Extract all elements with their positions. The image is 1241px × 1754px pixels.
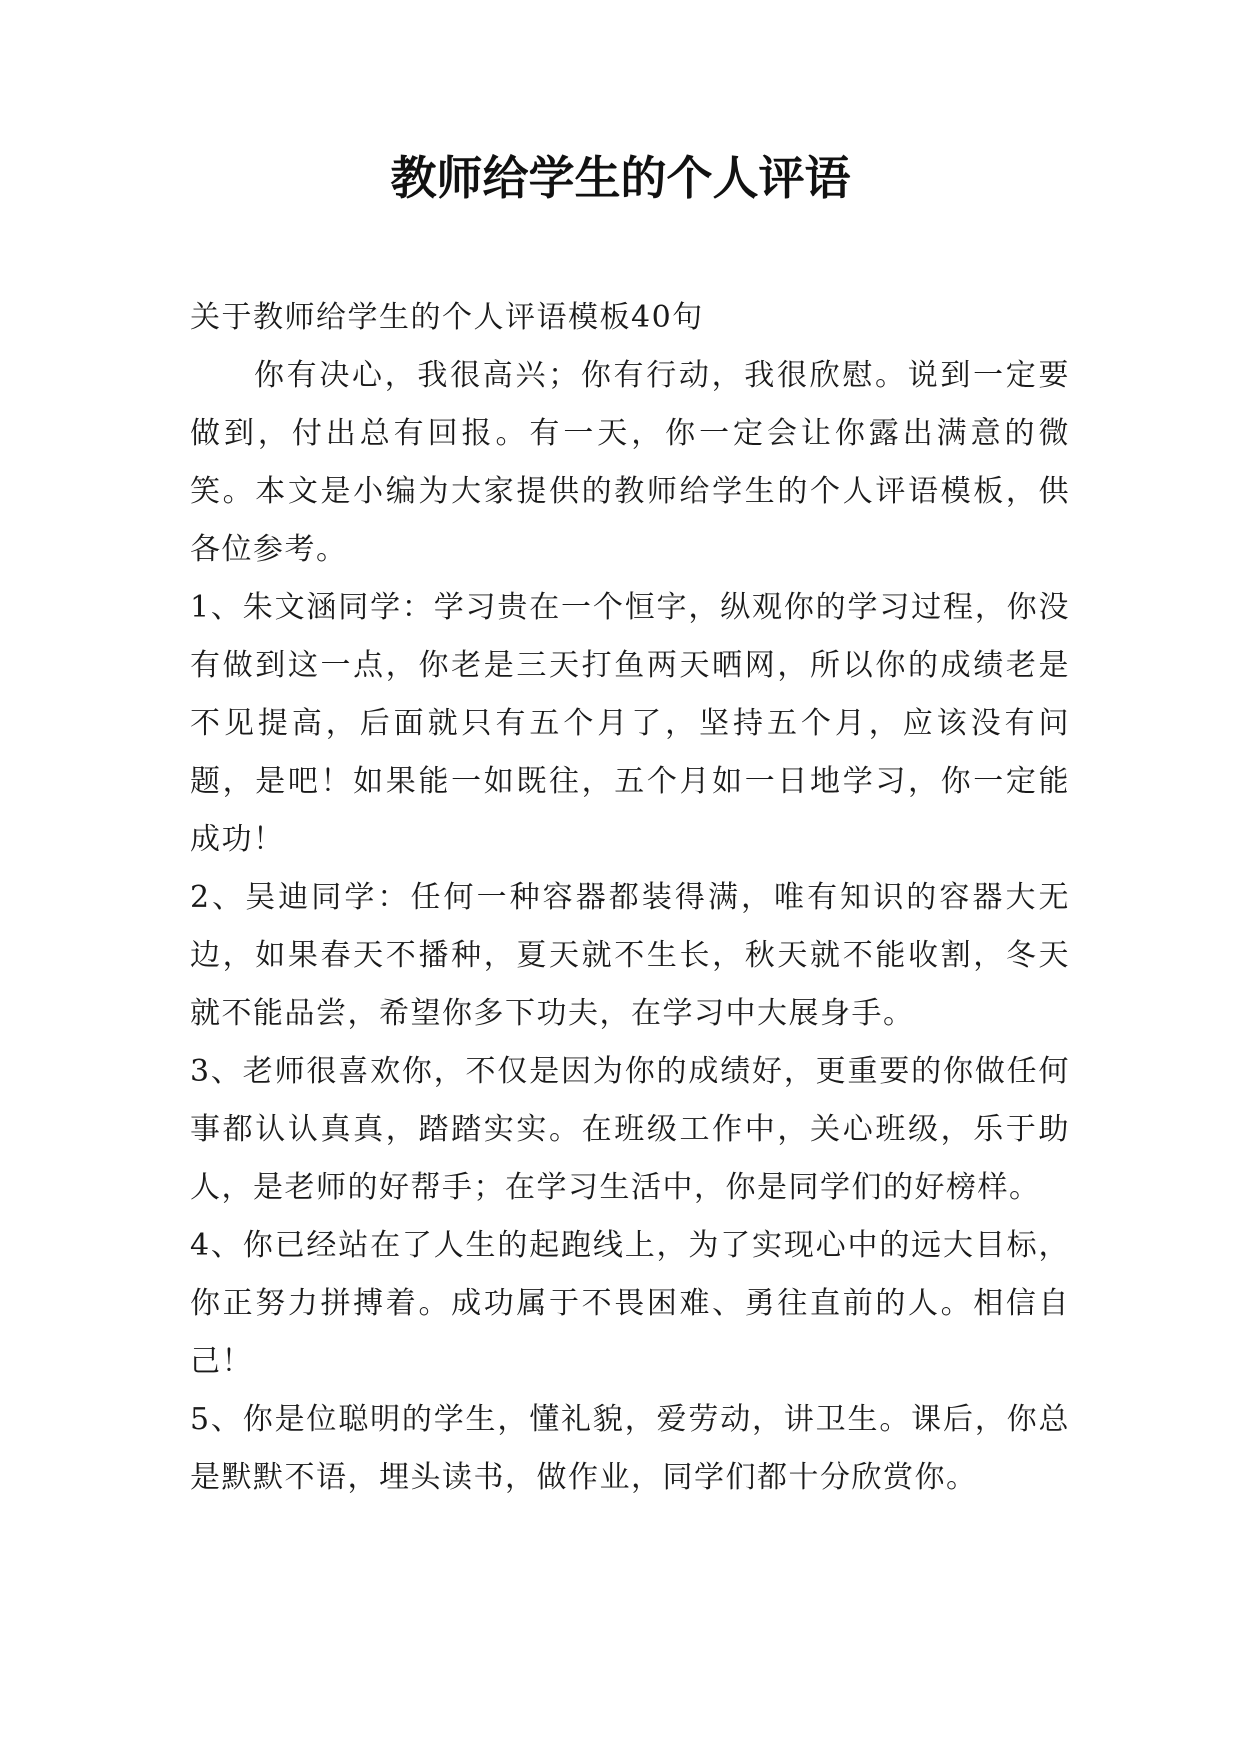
comment-item-1: 1、朱文涵同学：学习贵在一个恒字，纵观你的学习过程，你没有做到这一点，你老是三天打鱼两天晒网，所以你的成绩老是不见提高，后面就只有五个月了，坚持五个月，应该没有问题，是吧！如果能一如既往，五个月如一日地学习，你一定能成功！: [190, 590, 1070, 857]
document-title: 教师给学生的个人评语: [390, 151, 851, 205]
comment-item-5: 5、你是位聪明的学生，懂礼貌，爱劳动，讲卫生。课后，你总是默默不语，埋头读书，做作业，同学们都十分欣赏你。: [190, 1402, 1070, 1495]
comment-item-3: 3、老师很喜欢你，不仅是因为你的成绩好，更重要的你做任何事都认认真真，踏踏实实。在班级工作中，关心班级，乐于助人，是老师的好帮手；在学习生活中，你是同学们的好榜样。: [190, 1054, 1070, 1205]
comment-item-2: 2、吴迪同学：任何一种容器都装得满，唯有知识的容器大无边，如果春天不播种，夏天就不生长，秋天就不能收割，冬天就不能品尝，希望你多下功夫，在学习中大展身手。: [190, 880, 1070, 1031]
comment-item-4: 4、你已经站在了人生的起跑线上，为了实现心中的远大目标，你正努力拼搏着。成功属于不畏困难、勇往直前的人。相信自己！: [190, 1228, 1070, 1379]
intro-paragraph: 你有决心，我很高兴；你有行动，我很欣慰。说到一定要做到，付出总有回报。有一天，你一定会让你露出满意的微笑。本文是小编为大家提供的教师给学生的个人评语模板，供各位参考。: [190, 358, 1070, 567]
document-body: [190, 289, 1070, 1507]
document-subtitle: 关于教师给学生的个人评语模板40句: [190, 300, 704, 335]
